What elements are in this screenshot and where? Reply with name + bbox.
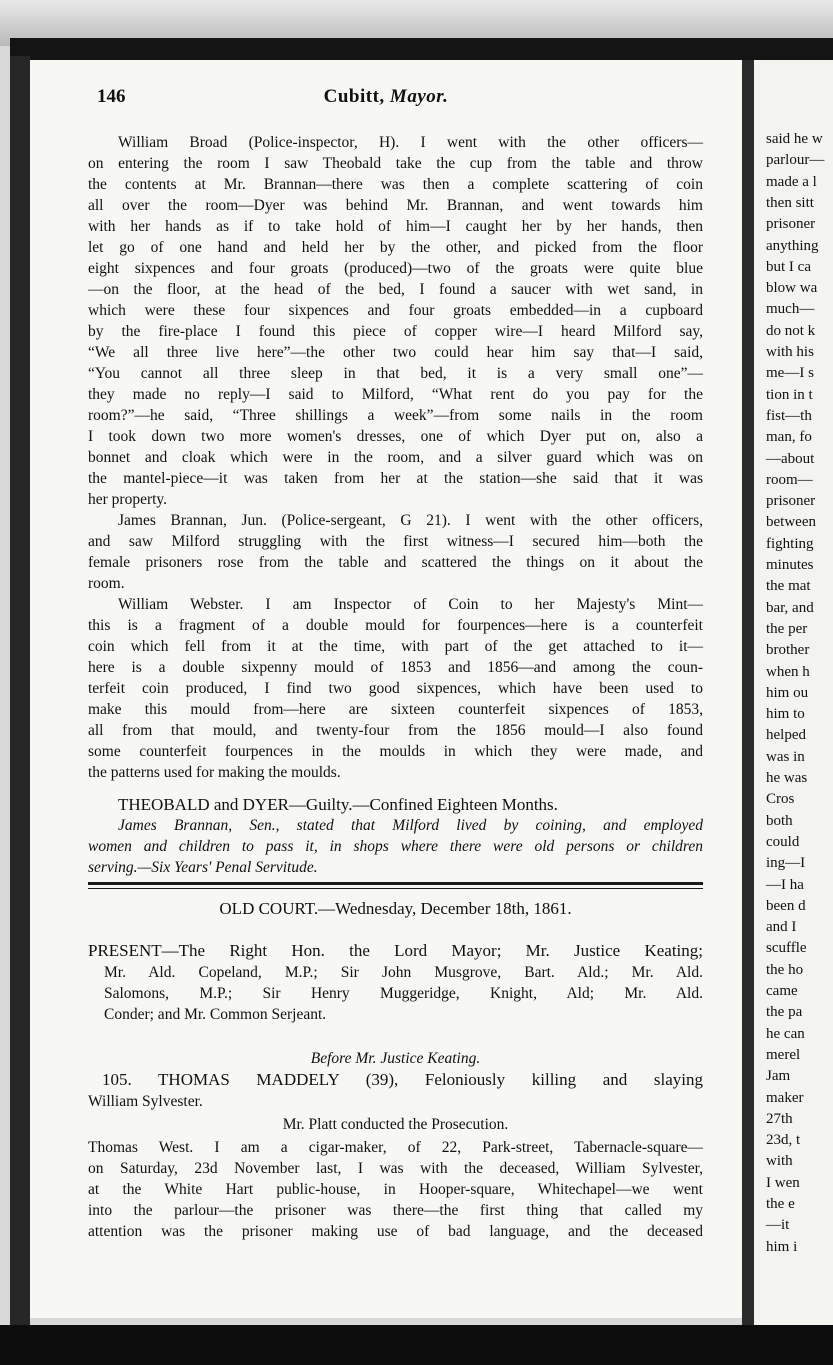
- facing-page-line: came: [766, 983, 798, 999]
- text-line: make this mould from—here are sixteen counterfeit sixpences of 1853,: [88, 701, 703, 718]
- facing-page-line: the pa: [766, 1004, 803, 1021]
- facing-page-line: Jam: [766, 1068, 791, 1085]
- facing-page-line: much—: [766, 301, 815, 318]
- running-head: [30, 86, 742, 108]
- present-line-4: Conder; and Mr. Common Serjeant.: [104, 1006, 327, 1023]
- facing-page-line: both: [766, 812, 793, 829]
- facing-page-line: 27th: [766, 1110, 793, 1127]
- text-line: some counterfeit fourpences in the moulds in which they were made, and: [88, 743, 703, 760]
- before-judge: Before Mr. Justice Keating.: [310, 1050, 481, 1067]
- section-double-rule: [88, 882, 703, 885]
- facing-page-line: Cros: [766, 791, 795, 808]
- text-line: eight sixpences and four groats (produced)—two of the groats were quite blue: [88, 260, 703, 277]
- facing-page-line: I wen: [766, 1174, 800, 1191]
- verdict-note-3: serving.—Six Years' Penal Servitude.: [88, 859, 318, 876]
- facing-page-line: —I ha: [766, 876, 804, 893]
- facing-page-line: made a l: [766, 173, 817, 190]
- scan-bottom-shadow: [0, 1325, 833, 1365]
- text-line: on entering the room I saw Theobald take the cup from the table and throw: [88, 155, 703, 172]
- text-line: room?”—he said, “Three shillings a week”—from some nails in the room: [88, 407, 703, 424]
- facing-page-line: parlour—: [766, 152, 825, 169]
- text-line: her property.: [88, 491, 168, 508]
- facing-page-line: ing—I: [766, 855, 806, 872]
- present-line-1: PRESENT—The Right Hon. the Lord Mayor; Mr. Justice Keating;: [88, 941, 703, 960]
- case-text-line: Thomas West. I am a cigar-maker, of 22, Park-street, Tabernacle-square—: [88, 1139, 703, 1156]
- text-line: let go of one hand and held her by the other, and picked from the floor: [88, 239, 703, 256]
- text-line: the mantel-piece—it was taken from her at the station—she said that it was: [88, 470, 703, 487]
- text-line: “We all three live here”—the other two could hear him say that—I said,: [88, 344, 703, 361]
- text-line: room.: [88, 575, 125, 592]
- section-rule-thin: [88, 888, 703, 889]
- facing-page-line: the mat: [766, 578, 811, 595]
- case-text-line: at the White Hart public-house, in Hooper-square, Whitechapel—we went: [88, 1181, 703, 1198]
- text-line: bonnet and cloak which were in the room, and a silver guard which was on: [88, 449, 703, 466]
- case-title-1: 105. THOMAS MADDELY (39), Feloniously killing and slaying: [102, 1070, 703, 1089]
- verdict-note-2: women and children to pass it, in shops where there were old persons or children: [88, 838, 703, 855]
- facing-page-line: with: [766, 1153, 793, 1170]
- verdict-line: THEOBALD and DYER—Guilty.—Confined Eighteen Months.: [118, 795, 558, 814]
- text-line: female prisoners rose from the table and scattered the things on it about the: [88, 554, 703, 571]
- text-line: I took down two more women's dresses, one of which Dyer put on, also a: [88, 428, 703, 445]
- facing-page-line: do not k: [766, 322, 816, 339]
- scan-top-shadow: [10, 38, 833, 60]
- facing-page-line: prisoner: [766, 493, 816, 510]
- facing-page-line: him i: [766, 1238, 798, 1255]
- text-line: all over the room—Dyer was behind Mr. Brannan, and went towards him: [88, 197, 703, 214]
- page-gutter: [742, 60, 754, 1326]
- running-head-name: Cubitt,: [323, 86, 385, 107]
- facing-page-line: helped: [766, 727, 806, 744]
- scan-left-shadow: [10, 56, 30, 1326]
- facing-page-line: between: [766, 514, 816, 531]
- facing-page-line: blow wa: [766, 280, 818, 297]
- text-line: they made no reply—I said to Milford, “What rent do you pay for the: [88, 386, 703, 403]
- facing-page-line: he was: [766, 770, 808, 786]
- facing-page-line: maker: [766, 1089, 804, 1106]
- facing-page-line: the per: [766, 620, 808, 637]
- running-head-title: Mayor.: [389, 86, 449, 107]
- book-page: [30, 60, 742, 1318]
- text-line: terfeit coin produced, I find two good sixpences, which have been used to: [88, 680, 703, 697]
- session-heading: OLD COURT.—Wednesday, December 18th, 1861.: [219, 899, 572, 918]
- text-line: William Webster. I am Inspector of Coin to her Majesty's Mint—: [118, 596, 703, 613]
- text-line: “You cannot all three sleep in that bed, it is a very small one”—: [88, 365, 703, 382]
- facing-page-line: fighting: [766, 535, 814, 552]
- facing-page-line: he can: [766, 1025, 805, 1042]
- text-line: James Brannan, Jun. (Police-sergeant, G 21). I went with the other officers,: [118, 512, 703, 529]
- present-line-3: Salomons, M.P.; Sir Henry Muggeridge, Knight, Ald; Mr. Ald.: [104, 985, 703, 1002]
- facing-page-line: him to: [766, 706, 805, 723]
- facing-page-line: been d: [766, 897, 806, 914]
- facing-page-line: the e: [766, 1196, 795, 1212]
- facing-page-line: 23d, t: [766, 1132, 801, 1149]
- facing-page-line: fist—th: [766, 407, 812, 424]
- facing-page-line: —about: [766, 450, 815, 467]
- facing-page-line: the ho: [766, 961, 804, 978]
- verdict-note-1: James Brannan, Sen., stated that Milford lived by coining, and employed: [118, 817, 703, 834]
- present-line-2: Mr. Ald. Copeland, M.P.; Sir John Musgrove, Bart. Ald.; Mr. Ald.: [104, 964, 703, 981]
- page-header: [30, 86, 742, 110]
- facing-page-line: —it: [766, 1217, 790, 1234]
- case-text-line: attention was the prisoner making use of bad language, and the deceased: [88, 1223, 703, 1240]
- facing-page-line: anything: [766, 237, 819, 254]
- text-line: by the fire-place I found this piece of copper wire—I heard Milford say,: [88, 323, 703, 340]
- facing-page-line: room—: [766, 471, 813, 488]
- facing-page-line: said he w: [766, 131, 823, 147]
- facing-page-line: minutes: [766, 557, 814, 573]
- prosecution-line: Mr. Platt conducted the Prosecution.: [282, 1116, 509, 1133]
- facing-page-line: tion in t: [766, 386, 813, 403]
- facing-page-line: prisoner: [766, 216, 816, 233]
- text-line: —on the floor, at the head of the bed, I found a saucer with wet sand, in: [88, 281, 703, 298]
- text-line: which were these four sixpences and four groats embedded—in a cupboard: [88, 302, 703, 319]
- text-line: the patterns used for making the moulds.: [88, 764, 341, 781]
- text-line: William Broad (Police-inspector, H). I went with the other officers—: [118, 134, 703, 151]
- facing-page-line: with his: [766, 344, 814, 360]
- text-line: the contents at Mr. Brannan—there was then a complete scattering of coin: [88, 176, 703, 193]
- facing-page-line: brother: [766, 642, 810, 659]
- text-line: coin which fell from it at the time, with part of the get attached to it—: [88, 638, 703, 655]
- facing-page-line: could: [766, 833, 800, 850]
- facing-page-line: bar, and: [766, 599, 814, 616]
- case-text-line: into the parlour—the prisoner was there—the first thing that called my: [88, 1202, 703, 1219]
- case-text-line: on Saturday, 23d November last, I was with the deceased, William Sylvester,: [88, 1160, 703, 1177]
- facing-page-line: when h: [766, 663, 810, 680]
- facing-page-line: merel: [766, 1046, 801, 1063]
- facing-page-line: was in: [766, 748, 805, 765]
- facing-page-fragment: [754, 60, 833, 1326]
- facing-page-line: but I ca: [766, 258, 811, 275]
- facing-page-line: scuffle: [766, 940, 807, 957]
- text-line: all from that mould, and twenty-four from the 1856 mould—I also found: [88, 722, 703, 739]
- text-line: this is a fragment of a double mould for fourpences—here is a counterfeit: [88, 617, 703, 634]
- text-line: and saw Milford struggling with the first witness—I secured him—both the: [88, 533, 703, 550]
- facing-page-line: him ou: [766, 684, 809, 701]
- facing-page-line: then sitt: [766, 194, 814, 211]
- facing-page-line: me—I s: [766, 365, 814, 382]
- text-line: with her hands as if to take hold of him—I caught her by her hands, then: [88, 218, 703, 235]
- facing-page-line: man, fo: [766, 429, 812, 446]
- page-number: 146: [97, 86, 126, 107]
- text-line: here is a double sixpenny mould of 1853 and 1856—and among the coun-: [88, 659, 703, 676]
- facing-page-line: and I: [766, 919, 797, 936]
- case-title-2: William Sylvester.: [88, 1093, 203, 1110]
